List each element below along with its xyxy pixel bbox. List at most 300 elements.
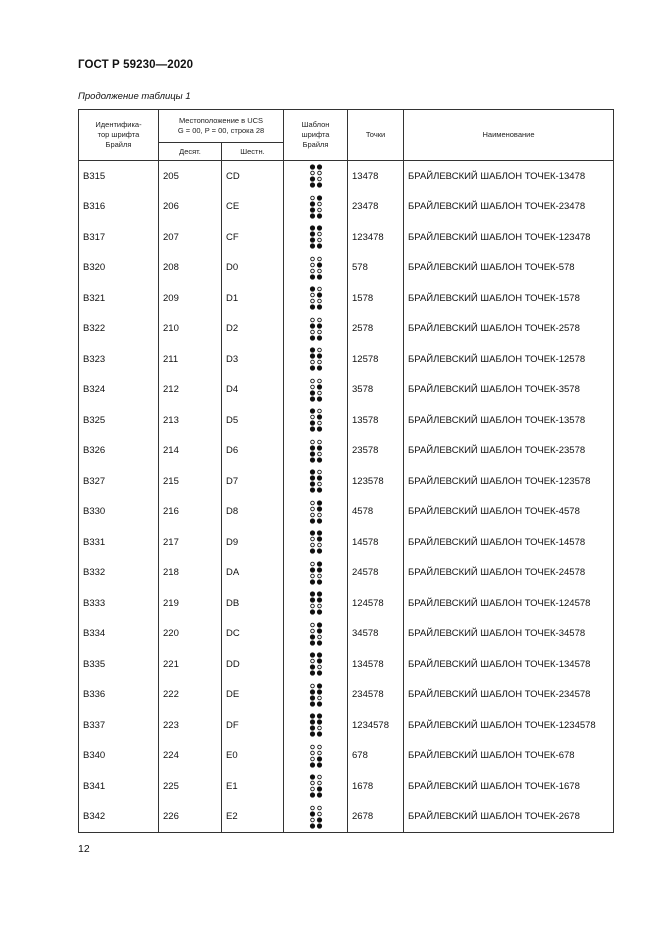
braille-dot-5 (316, 567, 321, 572)
header-dots: Точки (348, 110, 404, 161)
braille-dot-8 (316, 427, 321, 432)
table-row (79, 802, 614, 833)
braille-dot-8 (316, 549, 321, 554)
braille-dot-1 (309, 775, 314, 780)
cell-identifier: B317 (79, 222, 159, 253)
cell-dots: 24578 (348, 558, 404, 589)
braille-dot-1 (309, 653, 314, 658)
braille-dot-5 (316, 537, 321, 542)
braille-dot-3 (310, 574, 314, 578)
braille-dot-6 (317, 574, 321, 578)
braille-dot-2 (309, 323, 314, 328)
cell-hex: D8 (222, 497, 284, 528)
braille-dot-2 (309, 720, 314, 725)
braille-dot-4 (316, 683, 321, 688)
braille-dot-6 (317, 177, 321, 181)
braille-dot-3 (309, 695, 314, 700)
braille-dot-4 (316, 592, 321, 597)
cell-identifier: B336 (79, 680, 159, 711)
cell-name: БРАЙЛЕВСКИЙ ШАБЛОН ТОЧЕК-12578 (404, 344, 614, 375)
cell-name: БРАЙЛЕВСКИЙ ШАБЛОН ТОЧЕК-1578 (404, 283, 614, 314)
braille-dot-1 (310, 501, 314, 505)
braille-dot-2 (309, 201, 314, 206)
braille-dot-5 (316, 415, 321, 420)
cell-decimal: 221 (159, 649, 222, 680)
braille-dot-2 (310, 629, 314, 633)
braille-dot-8 (316, 244, 321, 249)
braille-pattern-icon (284, 314, 348, 345)
document-title: ГОСТ Р 59230—2020 (78, 59, 194, 71)
cell-dots: 123478 (348, 222, 404, 253)
cell-identifier: B315 (79, 161, 159, 192)
braille-dot-4 (316, 622, 321, 627)
cell-name: БРАЙЛЕВСКИЙ ШАБЛОН ТОЧЕК-1234578 (404, 710, 614, 741)
cell-hex: DF (222, 710, 284, 741)
braille-dot-6 (317, 482, 321, 486)
braille-dot-5 (316, 384, 321, 389)
cell-decimal: 208 (159, 253, 222, 284)
cell-dots: 134578 (348, 649, 404, 680)
braille-dot-2 (309, 476, 314, 481)
braille-dot-1 (309, 531, 314, 536)
cell-decimal: 209 (159, 283, 222, 314)
cell-name: БРАЙЛЕВСКИЙ ШАБЛОН ТОЧЕК-3578 (404, 375, 614, 406)
braille-dot-4 (317, 379, 321, 383)
header-identifier: Идентифика- тор шрифта Брайля (79, 110, 159, 161)
braille-dot-8 (316, 762, 321, 767)
cell-identifier: B341 (79, 771, 159, 802)
header-pattern: Шаблон шрифта Брайля (284, 110, 348, 161)
braille-dot-1 (310, 440, 314, 444)
braille-dot-3 (310, 787, 314, 791)
cell-hex: D9 (222, 527, 284, 558)
braille-dot-1 (309, 409, 314, 414)
braille-dot-4 (317, 348, 321, 352)
cell-hex: D0 (222, 253, 284, 284)
cell-decimal: 224 (159, 741, 222, 772)
cell-hex: D5 (222, 405, 284, 436)
braille-dot-3 (309, 421, 314, 426)
braille-dot-3 (310, 818, 314, 822)
braille-dot-2 (310, 171, 314, 175)
cell-dots: 14578 (348, 527, 404, 558)
braille-dot-5 (316, 628, 321, 633)
braille-pattern-icon (284, 741, 348, 772)
cell-hex: DE (222, 680, 284, 711)
table-caption: Продолжение таблицы 1 (78, 91, 191, 102)
braille-pattern-icon (284, 161, 348, 192)
braille-dot-6 (317, 208, 321, 212)
braille-dot-2 (310, 751, 314, 755)
braille-dot-5 (316, 323, 321, 328)
braille-dot-8 (316, 793, 321, 798)
braille-dot-5 (317, 781, 321, 785)
cell-name: БРАЙЛЕВСКИЙ ШАБЛОН ТОЧЕК-234578 (404, 680, 614, 711)
braille-dot-6 (317, 696, 321, 700)
cell-hex: E1 (222, 771, 284, 802)
cell-identifier: B337 (79, 710, 159, 741)
braille-dot-2 (310, 415, 314, 419)
braille-dot-8 (316, 579, 321, 584)
header-hex: Шестн. (222, 143, 284, 161)
braille-pattern-icon (284, 558, 348, 589)
cell-decimal: 218 (159, 558, 222, 589)
table-row (79, 558, 614, 589)
table-row (79, 497, 614, 528)
braille-dot-1 (309, 714, 314, 719)
braille-dot-7 (309, 518, 314, 523)
braille-pattern-icon (284, 344, 348, 375)
braille-dot-2 (309, 232, 314, 237)
braille-dot-3 (310, 269, 314, 273)
cell-dots: 12578 (348, 344, 404, 375)
braille-pattern-icon (284, 497, 348, 528)
braille-dot-3 (309, 665, 314, 670)
braille-dot-2 (309, 354, 314, 359)
braille-pattern-icon (284, 649, 348, 680)
cell-identifier: B322 (79, 314, 159, 345)
table-row (79, 253, 614, 284)
braille-dot-7 (309, 335, 314, 340)
header-decimal: Десят. (159, 143, 222, 161)
cell-decimal: 223 (159, 710, 222, 741)
braille-dot-2 (309, 445, 314, 450)
braille-pattern-icon (284, 802, 348, 833)
braille-dot-4 (316, 653, 321, 658)
braille-dot-4 (316, 531, 321, 536)
cell-decimal: 226 (159, 802, 222, 833)
braille-dot-8 (316, 335, 321, 340)
braille-dot-1 (309, 470, 314, 475)
cell-identifier: B331 (79, 527, 159, 558)
cell-identifier: B330 (79, 497, 159, 528)
braille-dot-7 (309, 610, 314, 615)
cell-dots: 34578 (348, 619, 404, 650)
cell-name: БРАЙЛЕВСКИЙ ШАБЛОН ТОЧЕК-134578 (404, 649, 614, 680)
braille-pattern-icon (284, 436, 348, 467)
cell-dots: 1578 (348, 283, 404, 314)
table-row (79, 283, 614, 314)
braille-dot-8 (316, 488, 321, 493)
braille-dot-6 (317, 299, 321, 303)
braille-dot-2 (310, 263, 314, 267)
braille-dot-5 (316, 659, 321, 664)
cell-name: БРАЙЛЕВСКИЙ ШАБЛОН ТОЧЕК-124578 (404, 588, 614, 619)
braille-dot-6 (317, 635, 321, 639)
braille-dot-5 (317, 171, 321, 175)
braille-dot-7 (309, 213, 314, 218)
braille-dot-1 (310, 745, 314, 749)
cell-decimal: 225 (159, 771, 222, 802)
cell-name: БРАЙЛЕВСКИЙ ШАБЛОН ТОЧЕК-24578 (404, 558, 614, 589)
braille-dot-1 (310, 562, 314, 566)
braille-dot-7 (309, 579, 314, 584)
table-row (79, 314, 614, 345)
braille-dot-3 (309, 238, 314, 243)
braille-dot-5 (316, 293, 321, 298)
cell-identifier: B342 (79, 802, 159, 833)
cell-identifier: B321 (79, 283, 159, 314)
cell-name: БРАЙЛЕВСКИЙ ШАБЛОН ТОЧЕК-123578 (404, 466, 614, 497)
braille-dot-8 (316, 518, 321, 523)
cell-name: БРАЙЛЕВСКИЙ ШАБЛОН ТОЧЕК-13578 (404, 405, 614, 436)
braille-dot-5 (316, 506, 321, 511)
braille-dot-3 (309, 207, 314, 212)
cell-identifier: B326 (79, 436, 159, 467)
braille-dot-5 (317, 202, 321, 206)
braille-dot-6 (317, 421, 321, 425)
cell-hex: D6 (222, 436, 284, 467)
table-row (79, 375, 614, 406)
braille-dot-8 (316, 732, 321, 737)
braille-pattern-icon (284, 680, 348, 711)
braille-dot-5 (317, 232, 321, 236)
table-row (79, 192, 614, 223)
braille-dot-4 (316, 561, 321, 566)
braille-dot-5 (316, 476, 321, 481)
braille-dot-7 (309, 274, 314, 279)
cell-hex: D2 (222, 314, 284, 345)
braille-dot-7 (309, 305, 314, 310)
cell-decimal: 214 (159, 436, 222, 467)
cell-hex: E0 (222, 741, 284, 772)
braille-dot-5 (316, 689, 321, 694)
braille-dot-7 (309, 823, 314, 828)
cell-hex: D3 (222, 344, 284, 375)
braille-dot-4 (316, 195, 321, 200)
braille-dot-7 (309, 457, 314, 462)
cell-decimal: 216 (159, 497, 222, 528)
header-name: Наименование (404, 110, 614, 161)
braille-pattern-icon (284, 192, 348, 223)
braille-dot-1 (309, 592, 314, 597)
table-row (79, 771, 614, 802)
braille-pattern-icon (284, 222, 348, 253)
braille-dot-1 (309, 226, 314, 231)
cell-hex: DB (222, 588, 284, 619)
braille-dot-4 (316, 165, 321, 170)
braille-dot-1 (310, 196, 314, 200)
braille-dot-1 (309, 287, 314, 292)
cell-identifier: B320 (79, 253, 159, 284)
cell-dots: 2578 (348, 314, 404, 345)
braille-pattern-icon (284, 253, 348, 284)
braille-dot-6 (317, 269, 321, 273)
cell-dots: 13478 (348, 161, 404, 192)
braille-pattern-icon (284, 405, 348, 436)
braille-dot-3 (309, 482, 314, 487)
cell-hex: D1 (222, 283, 284, 314)
braille-dot-2 (310, 537, 314, 541)
braille-dot-3 (310, 513, 314, 517)
cell-dots: 124578 (348, 588, 404, 619)
table-row (79, 680, 614, 711)
table-row (79, 466, 614, 497)
braille-dot-2 (309, 811, 314, 816)
braille-dot-8 (316, 183, 321, 188)
cell-decimal: 206 (159, 192, 222, 223)
braille-dot-6 (317, 330, 321, 334)
cell-decimal: 213 (159, 405, 222, 436)
braille-dot-1 (310, 318, 314, 322)
braille-pattern-icon (284, 375, 348, 406)
braille-dot-4 (316, 714, 321, 719)
braille-dot-5 (316, 720, 321, 725)
braille-table (78, 109, 614, 833)
braille-dot-4 (317, 318, 321, 322)
braille-dot-2 (309, 689, 314, 694)
cell-name: БРАЙЛЕВСКИЙ ШАБЛОН ТОЧЕК-578 (404, 253, 614, 284)
cell-dots: 678 (348, 741, 404, 772)
cell-dots: 13578 (348, 405, 404, 436)
braille-dot-8 (316, 213, 321, 218)
cell-name: БРАЙЛЕВСКИЙ ШАБЛОН ТОЧЕК-14578 (404, 527, 614, 558)
braille-dot-3 (309, 177, 314, 182)
braille-dot-5 (317, 812, 321, 816)
braille-dot-4 (317, 470, 321, 474)
braille-dot-8 (316, 823, 321, 828)
cell-decimal: 220 (159, 619, 222, 650)
braille-dot-6 (317, 665, 321, 669)
braille-dot-3 (309, 634, 314, 639)
cell-dots: 2678 (348, 802, 404, 833)
braille-dot-4 (317, 440, 321, 444)
braille-dot-3 (310, 330, 314, 334)
braille-dot-4 (317, 409, 321, 413)
table-row (79, 344, 614, 375)
table-row (79, 527, 614, 558)
braille-dot-3 (310, 360, 314, 364)
braille-pattern-icon (284, 710, 348, 741)
cell-hex: D7 (222, 466, 284, 497)
braille-dot-8 (316, 610, 321, 615)
cell-identifier: B316 (79, 192, 159, 223)
cell-decimal: 215 (159, 466, 222, 497)
table-row (79, 436, 614, 467)
braille-pattern-icon (284, 466, 348, 497)
braille-dot-1 (310, 623, 314, 627)
braille-dot-2 (309, 567, 314, 572)
braille-dot-3 (310, 604, 314, 608)
table-row (79, 619, 614, 650)
braille-pattern-icon (284, 527, 348, 558)
cell-identifier: B340 (79, 741, 159, 772)
braille-dot-1 (310, 257, 314, 261)
braille-dot-5 (317, 751, 321, 755)
cell-decimal: 207 (159, 222, 222, 253)
page-number: 12 (78, 843, 90, 855)
braille-dot-7 (309, 427, 314, 432)
braille-dot-2 (310, 507, 314, 511)
table-row (79, 649, 614, 680)
cell-dots: 1678 (348, 771, 404, 802)
braille-dot-3 (309, 726, 314, 731)
header-ucs-location: Местоположение в UCS G = 00, P = 00, строка 28 (159, 110, 284, 143)
table-row (79, 405, 614, 436)
braille-dot-6 (317, 543, 321, 547)
braille-dot-2 (310, 659, 314, 663)
cell-identifier: B325 (79, 405, 159, 436)
braille-dot-8 (316, 457, 321, 462)
braille-dot-6 (317, 726, 321, 730)
cell-decimal: 219 (159, 588, 222, 619)
braille-dot-6 (316, 787, 321, 792)
braille-dot-8 (316, 274, 321, 279)
cell-name: БРАЙЛЕВСКИЙ ШАБЛОН ТОЧЕК-2678 (404, 802, 614, 833)
braille-dot-3 (309, 451, 314, 456)
cell-dots: 3578 (348, 375, 404, 406)
cell-hex: DD (222, 649, 284, 680)
cell-hex: CE (222, 192, 284, 223)
braille-dot-4 (316, 226, 321, 231)
braille-dot-8 (316, 671, 321, 676)
braille-dot-4 (317, 806, 321, 810)
braille-dot-6 (316, 756, 321, 761)
cell-identifier: B327 (79, 466, 159, 497)
cell-identifier: B332 (79, 558, 159, 589)
table-row (79, 741, 614, 772)
cell-decimal: 217 (159, 527, 222, 558)
cell-decimal: 205 (159, 161, 222, 192)
braille-dot-7 (309, 793, 314, 798)
table-row (79, 710, 614, 741)
cell-decimal: 210 (159, 314, 222, 345)
cell-dots: 23478 (348, 192, 404, 223)
cell-dots: 123578 (348, 466, 404, 497)
braille-dot-4 (317, 745, 321, 749)
cell-dots: 4578 (348, 497, 404, 528)
braille-pattern-icon (284, 588, 348, 619)
braille-dot-8 (316, 640, 321, 645)
braille-dot-5 (316, 262, 321, 267)
braille-dot-5 (316, 445, 321, 450)
braille-dot-4 (316, 500, 321, 505)
cell-name: БРАЙЛЕВСКИЙ ШАБЛОН ТОЧЕК-123478 (404, 222, 614, 253)
braille-dot-5 (316, 598, 321, 603)
cell-hex: CD (222, 161, 284, 192)
braille-dot-2 (310, 385, 314, 389)
braille-dot-7 (309, 701, 314, 706)
cell-decimal: 211 (159, 344, 222, 375)
cell-identifier: B324 (79, 375, 159, 406)
cell-name: БРАЙЛЕВСКИЙ ШАБЛОН ТОЧЕК-678 (404, 741, 614, 772)
braille-dot-4 (317, 775, 321, 779)
braille-dot-7 (309, 488, 314, 493)
cell-hex: DC (222, 619, 284, 650)
cell-name: БРАЙЛЕВСКИЙ ШАБЛОН ТОЧЕК-13478 (404, 161, 614, 192)
braille-dot-7 (309, 396, 314, 401)
braille-dot-7 (309, 732, 314, 737)
cell-decimal: 222 (159, 680, 222, 711)
braille-dot-8 (316, 701, 321, 706)
cell-hex: DA (222, 558, 284, 589)
braille-dot-6 (317, 238, 321, 242)
braille-dot-3 (310, 543, 314, 547)
braille-dot-7 (309, 366, 314, 371)
cell-dots: 234578 (348, 680, 404, 711)
braille-dot-6 (316, 817, 321, 822)
braille-dot-3 (310, 299, 314, 303)
cell-hex: E2 (222, 802, 284, 833)
braille-dot-4 (317, 287, 321, 291)
cell-dots: 578 (348, 253, 404, 284)
braille-pattern-icon (284, 771, 348, 802)
braille-pattern-icon (284, 283, 348, 314)
braille-dot-5 (316, 354, 321, 359)
cell-hex: CF (222, 222, 284, 253)
braille-dot-1 (309, 348, 314, 353)
cell-identifier: B334 (79, 619, 159, 650)
